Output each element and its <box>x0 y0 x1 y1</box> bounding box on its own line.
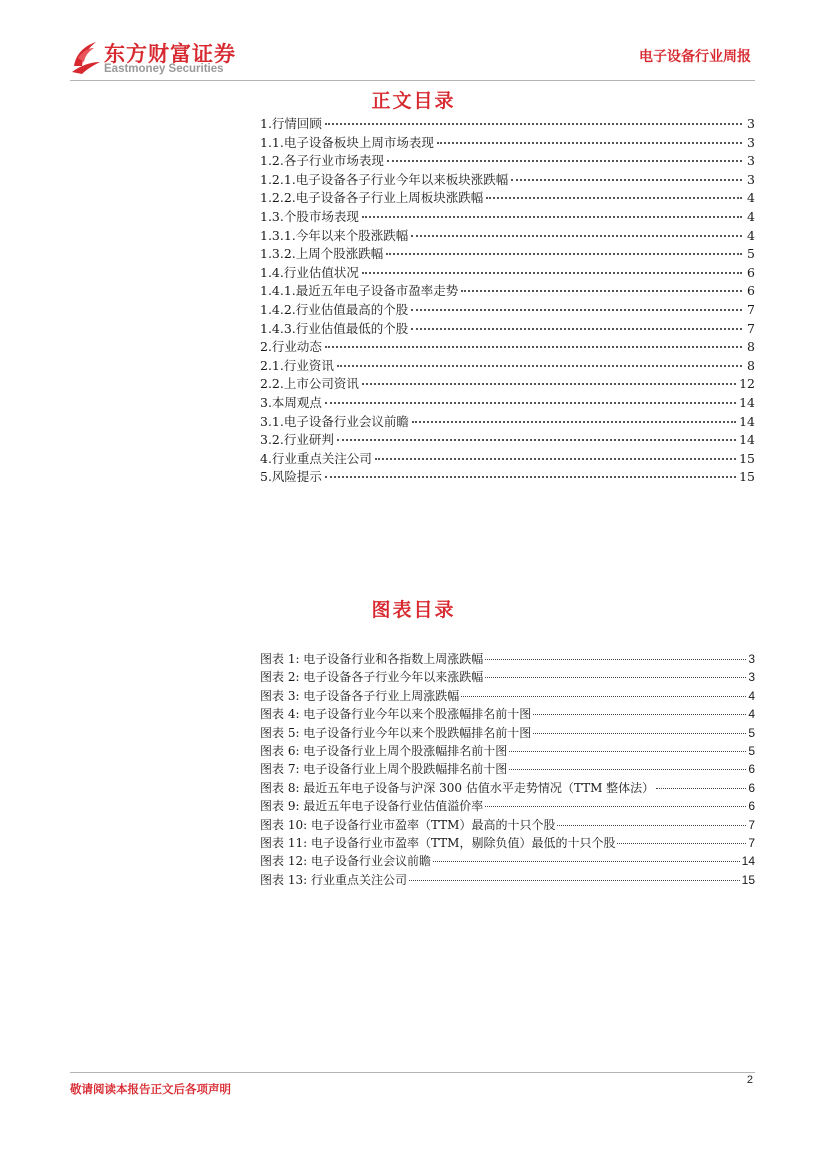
toc-entry[interactable] <box>260 133 755 152</box>
entry-page-number: 4 <box>747 190 755 206</box>
figure-entry[interactable] <box>260 797 755 815</box>
entry-label: 1.4.行业估值状况 <box>260 264 359 280</box>
figure-entry[interactable] <box>260 668 755 686</box>
entry-label: 1.4.1.最近五年电子设备市盈率走势 <box>260 283 459 299</box>
entry-page-number: 3 <box>748 652 755 666</box>
dot-leader <box>509 751 746 752</box>
dot-leader <box>325 476 736 478</box>
entry-label: 图表 7: 电子设备行业上周个股跌幅排名前十图 <box>260 762 508 777</box>
entry-page-number: 4 <box>748 688 755 703</box>
figure-entry[interactable] <box>260 779 755 797</box>
entry-label: 图表 6: 电子设备行业上周个股涨幅排名前十图 <box>260 743 508 758</box>
dot-leader <box>412 421 736 423</box>
toc-entry[interactable] <box>260 430 755 449</box>
toc-entry[interactable] <box>260 356 755 375</box>
entry-page-number: 3 <box>747 116 755 131</box>
entry-label: 图表 12: 电子设备行业会议前瞻 <box>260 854 431 869</box>
entry-label: 图表 3: 电子设备各子行业上周涨跌幅 <box>260 688 460 703</box>
page-header <box>0 0 827 100</box>
toc-entry[interactable] <box>260 226 755 245</box>
entry-page-number: 3 <box>747 171 755 187</box>
entry-label: 1.3.个股市场表现 <box>260 208 359 224</box>
entry-label: 1.1.电子设备板块上周市场表现 <box>260 134 434 150</box>
entry-page-number: 14 <box>739 432 755 448</box>
entry-page-number: 15 <box>741 872 755 887</box>
report-type-title: 电子设备行业周报 <box>639 49 751 65</box>
brand-logo <box>70 36 270 80</box>
toc-entry[interactable] <box>260 114 755 133</box>
toc-entry[interactable] <box>260 393 755 412</box>
toc-entry[interactable] <box>260 374 755 393</box>
disclaimer-notice: 敬请阅读本报告正文后各项声明 <box>70 1082 231 1096</box>
toc-entry[interactable] <box>260 244 755 263</box>
toc-entry[interactable] <box>260 319 755 338</box>
entry-label: 图表 4: 电子设备行业今年以来个股涨幅排名前十图 <box>260 707 532 722</box>
entry-label: 2.行业动态 <box>260 339 322 355</box>
entry-label: 图表 10: 电子设备行业市盈率（TTM）最高的十只个股 <box>260 817 556 832</box>
entry-label: 1.2.1.电子设备各子行业今年以来板块涨跌幅 <box>260 171 509 187</box>
dot-leader <box>437 142 742 144</box>
entry-page-number: 4 <box>747 227 755 243</box>
dot-leader <box>533 714 746 715</box>
figure-entry[interactable] <box>260 834 755 852</box>
entry-label: 4.行业重点关注公司 <box>260 450 372 466</box>
toc-entry[interactable] <box>260 281 755 300</box>
figure-entry[interactable] <box>260 724 755 742</box>
dot-leader <box>485 806 746 807</box>
entry-label: 1.4.3.行业估值最低的个股 <box>260 320 409 336</box>
entry-page-number: 6 <box>748 762 755 777</box>
dot-leader <box>656 788 746 789</box>
entry-label: 图表 2: 电子设备各子行业今年以来涨跌幅 <box>260 670 484 685</box>
toc-entry[interactable] <box>260 300 755 319</box>
dot-leader <box>485 677 746 678</box>
figure-table-of-contents <box>260 650 755 889</box>
dot-leader <box>485 659 746 660</box>
entry-page-number: 6 <box>747 283 755 299</box>
toc-entry[interactable] <box>260 188 755 207</box>
dot-leader <box>387 160 742 162</box>
dot-leader <box>511 179 742 181</box>
toc-entry[interactable] <box>260 449 755 468</box>
entry-label: 1.3.2.上周个股涨跌幅 <box>260 246 384 262</box>
entry-page-number: 7 <box>747 301 755 317</box>
dot-leader <box>411 328 742 330</box>
table-of-contents <box>260 114 755 486</box>
entry-page-number: 12 <box>739 376 755 392</box>
entry-page-number: 7 <box>747 320 755 336</box>
dot-leader <box>557 825 746 826</box>
toc-entry[interactable] <box>260 467 755 486</box>
figure-entry[interactable] <box>260 816 755 834</box>
figure-entry[interactable] <box>260 742 755 760</box>
figure-entry[interactable] <box>260 705 755 723</box>
toc-entry[interactable] <box>260 170 755 189</box>
entry-page-number: 14 <box>739 413 755 429</box>
eastmoney-logo-icon <box>70 36 102 76</box>
toc-title: 正文目录 <box>371 90 456 112</box>
dot-leader <box>486 197 742 199</box>
dot-leader <box>325 346 742 348</box>
entry-label: 图表 13: 行业重点关注公司 <box>260 872 407 887</box>
figure-entry[interactable] <box>260 687 755 705</box>
entry-page-number: 14 <box>741 854 755 869</box>
entry-page-number: 4 <box>748 707 755 722</box>
entry-label: 1.2.各子行业市场表现 <box>260 153 384 169</box>
entry-page-number: 5 <box>747 246 755 262</box>
header-divider <box>70 80 755 81</box>
entry-label: 图表 11: 电子设备行业市盈率（TTM，剔除负值）最低的十只个股 <box>260 835 616 850</box>
footer-divider <box>70 1072 755 1073</box>
entry-label: 3.2.行业研判 <box>260 432 334 448</box>
dot-leader <box>362 216 742 218</box>
entry-page-number: 7 <box>748 835 755 850</box>
toc-entry[interactable] <box>260 151 755 170</box>
page-number: 2 <box>746 1074 753 1086</box>
entry-page-number: 3 <box>747 153 755 169</box>
entry-label: 2.2.上市公司资讯 <box>260 376 359 392</box>
entry-label: 1.3.1.今年以来个股涨跌幅 <box>260 227 409 243</box>
dot-leader <box>325 402 736 404</box>
entry-label: 3.1.电子设备行业会议前瞻 <box>260 413 409 429</box>
entry-page-number: 6 <box>748 780 755 795</box>
entry-page-number: 15 <box>739 450 755 466</box>
dot-leader <box>461 696 746 697</box>
dot-leader <box>461 290 742 292</box>
dot-leader <box>362 383 736 385</box>
dot-leader <box>337 365 742 367</box>
brand-name-cn: 东方财富证券 <box>104 42 236 66</box>
dot-leader <box>411 235 742 237</box>
figure-entry[interactable] <box>260 871 755 889</box>
entry-page-number: 8 <box>747 339 755 355</box>
entry-page-number: 6 <box>747 264 755 280</box>
entry-page-number: 5 <box>748 725 755 740</box>
entry-label: 图表 5: 电子设备行业今年以来个股跌幅排名前十图 <box>260 725 532 740</box>
dot-leader <box>617 843 746 844</box>
dot-leader <box>409 880 740 881</box>
entry-page-number: 8 <box>747 357 755 373</box>
entry-page-number: 4 <box>747 208 755 224</box>
brand-name-en: Eastmoney Securities <box>104 63 224 75</box>
entry-label: 图表 1: 电子设备行业和各指数上周涨跌幅 <box>260 652 484 666</box>
dot-leader <box>433 861 740 862</box>
dot-leader <box>386 253 742 255</box>
dot-leader <box>325 123 742 125</box>
figure-entry[interactable] <box>260 852 755 870</box>
entry-page-number: 6 <box>748 799 755 814</box>
entry-label: 1.2.2.电子设备各子行业上周板块涨跌幅 <box>260 190 484 206</box>
entry-label: 1.行情回顾 <box>260 116 322 131</box>
dot-leader <box>411 309 742 311</box>
dot-leader <box>362 272 742 274</box>
dot-leader <box>337 439 736 441</box>
entry-page-number: 14 <box>739 394 755 410</box>
entry-page-number: 7 <box>748 817 755 832</box>
entry-page-number: 3 <box>748 670 755 685</box>
entry-label: 2.1.行业资讯 <box>260 357 334 373</box>
entry-page-number: 3 <box>747 134 755 150</box>
entry-label: 图表 8: 最近五年电子设备与沪深 300 估值水平走势情况（TTM 整体法） <box>260 780 655 795</box>
dot-leader <box>509 769 746 770</box>
entry-label: 5.风险提示 <box>260 469 322 485</box>
figure-toc-title: 图表目录 <box>371 599 456 621</box>
figure-entry[interactable] <box>260 650 755 668</box>
entry-page-number: 15 <box>739 469 755 485</box>
entry-label: 图表 9: 最近五年电子设备行业估值溢价率 <box>260 799 484 814</box>
dot-leader <box>533 733 746 734</box>
toc-entry[interactable] <box>260 207 755 226</box>
dot-leader <box>375 458 736 460</box>
figure-entry[interactable] <box>260 760 755 778</box>
entry-label: 1.4.2.行业估值最高的个股 <box>260 301 409 317</box>
toc-entry[interactable] <box>260 263 755 282</box>
toc-entry[interactable] <box>260 412 755 431</box>
entry-page-number: 5 <box>748 743 755 758</box>
entry-label: 3.本周观点 <box>260 394 322 410</box>
toc-entry[interactable] <box>260 337 755 356</box>
